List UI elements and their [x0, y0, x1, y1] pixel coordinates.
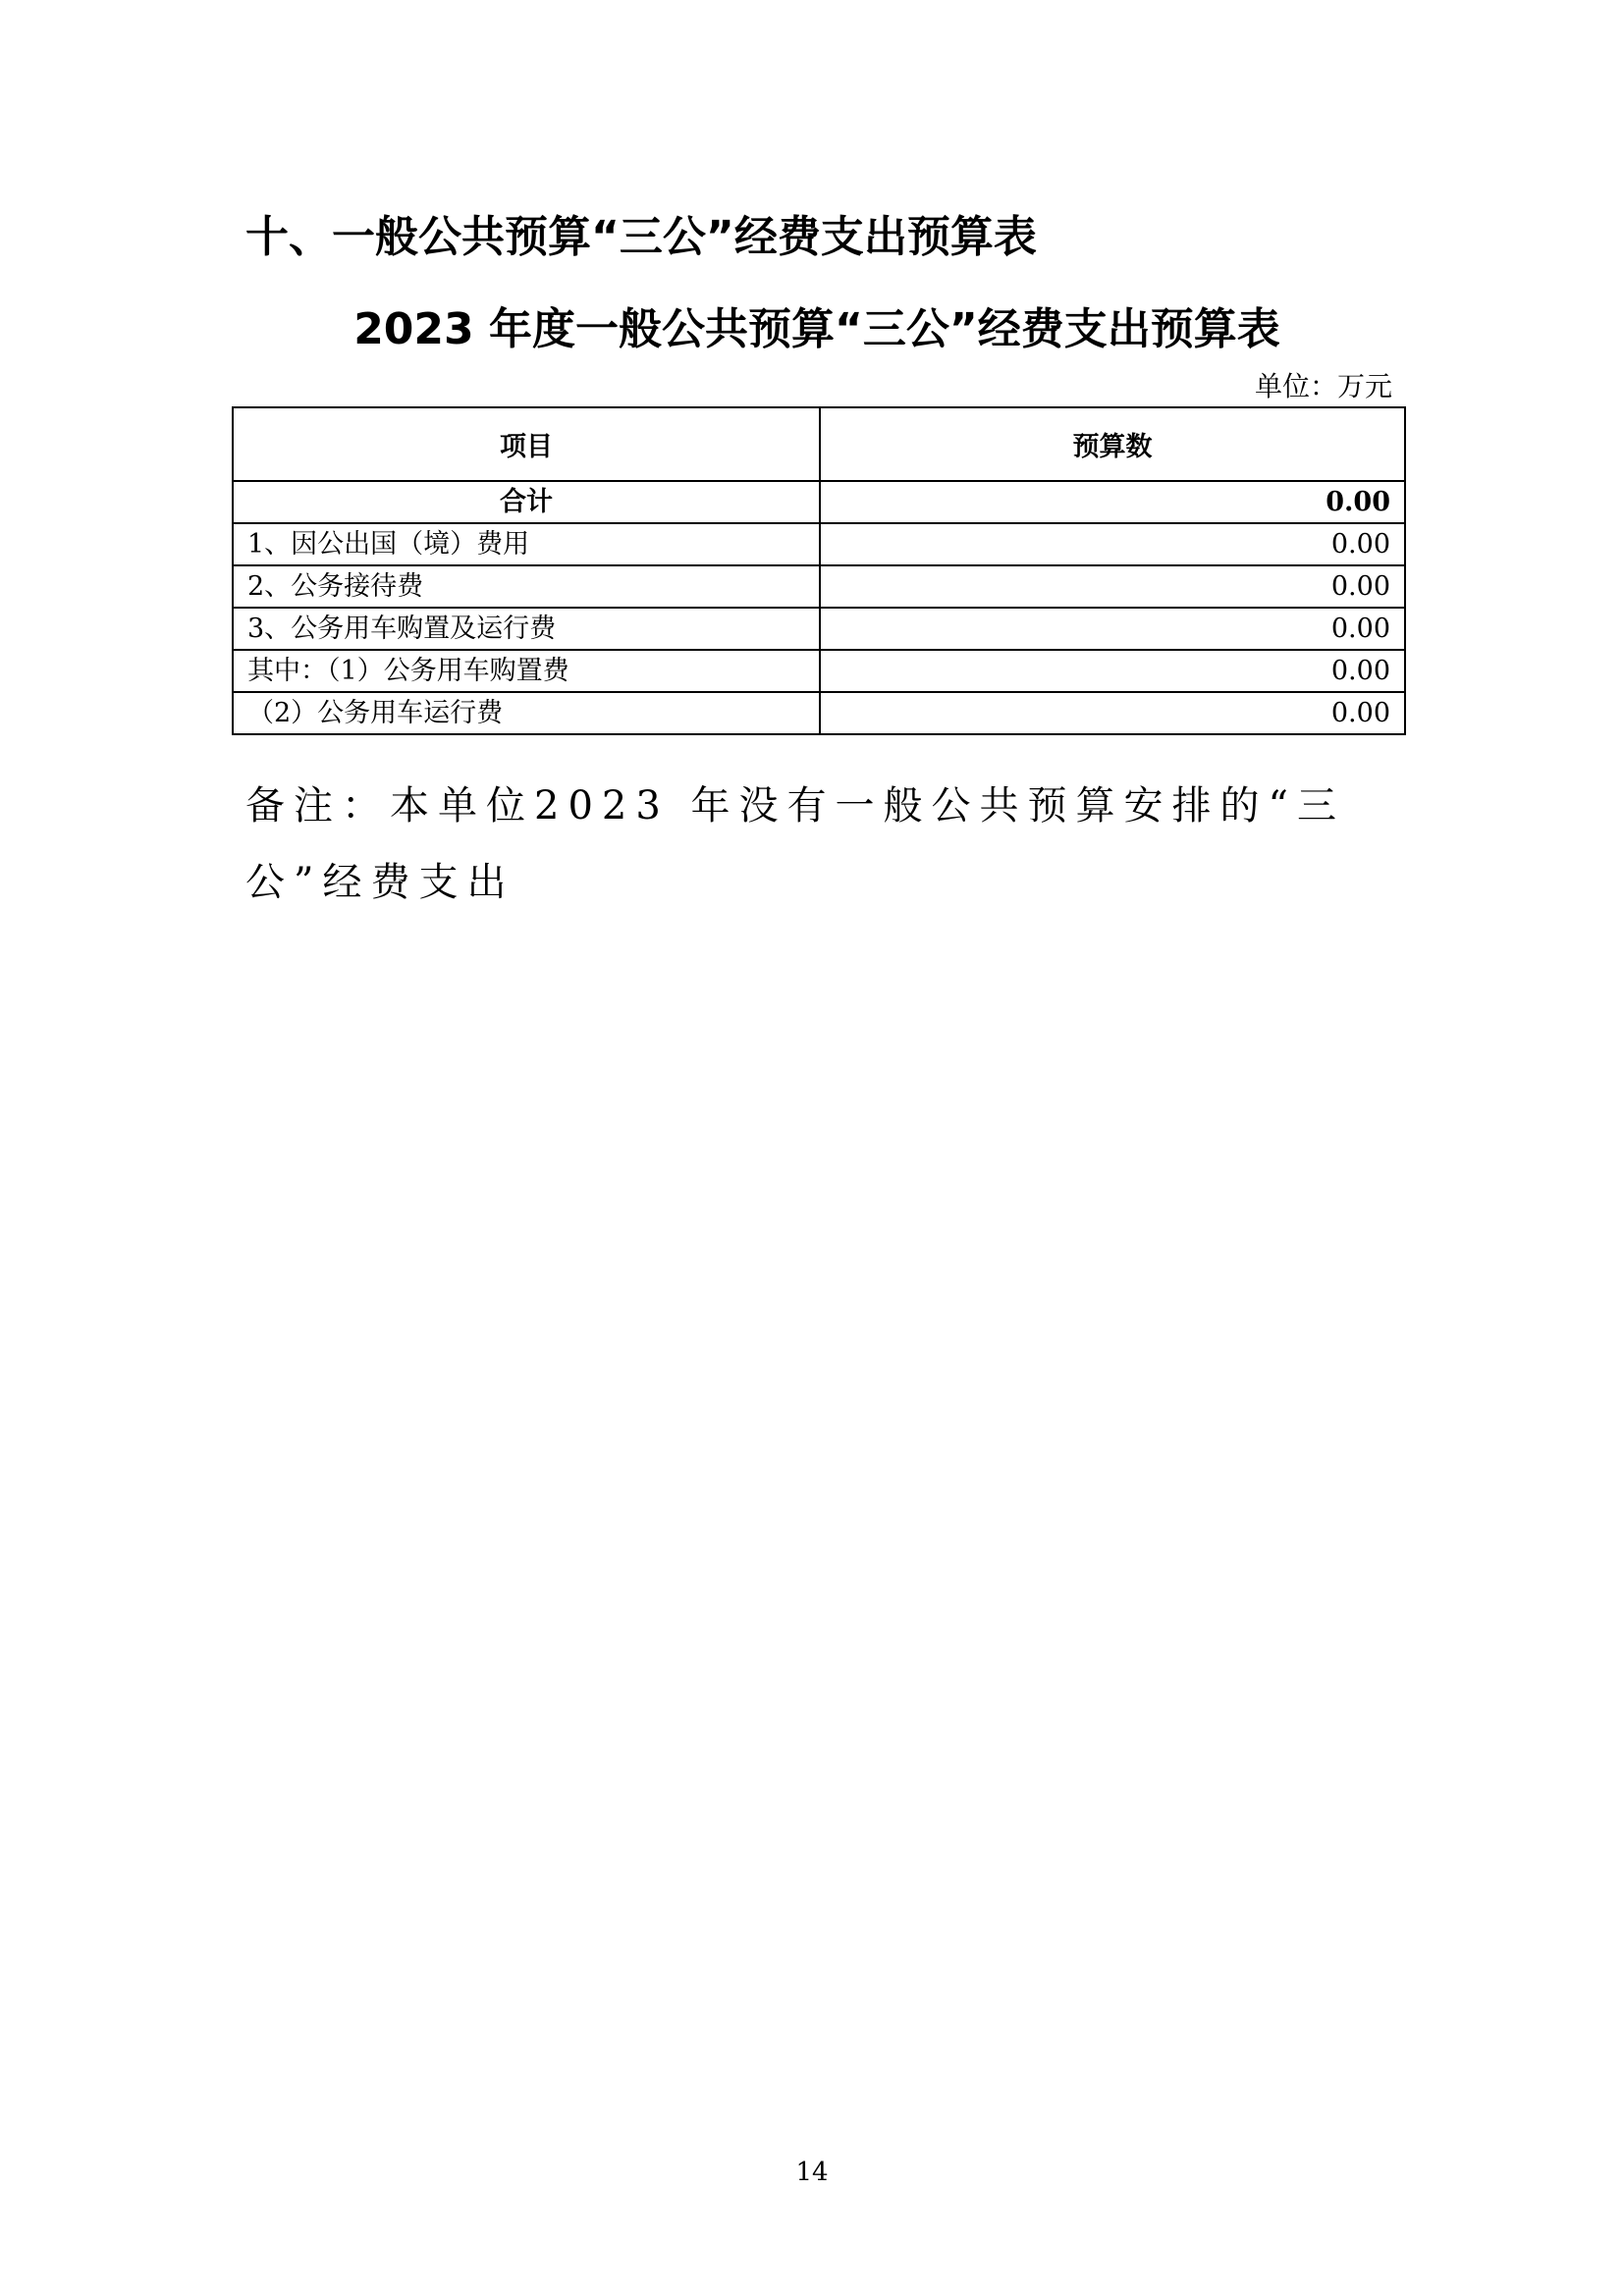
- row-amount-value: 0.00: [820, 650, 1405, 692]
- table-row: [233, 608, 1405, 650]
- row-amount-value: 0.00: [820, 692, 1405, 734]
- table-row: [233, 523, 1405, 565]
- row-item-label: 其中：（1）公务用车购置费: [233, 650, 820, 692]
- row-item-label: 2、公务接待费: [233, 565, 820, 608]
- page-number: 14: [795, 2158, 829, 2187]
- row-amount-value: 0.00: [820, 608, 1405, 650]
- row-amount-value: 0.00: [820, 565, 1405, 608]
- row-amount-value: 0.00: [820, 523, 1405, 565]
- table-note: 备注：本单位2023 年没有一般公共预算安排的“三公”经费支出: [245, 783, 1345, 905]
- table-row-total: [233, 481, 1405, 523]
- row-item-label: 1、因公出国（境）费用: [233, 523, 820, 565]
- table-row: [233, 692, 1405, 734]
- table-title: 2023 年度一般公共预算“三公”经费支出预算表: [353, 304, 1280, 354]
- unit-label: 单位：万元: [1254, 370, 1392, 402]
- budget-table: [232, 406, 1406, 735]
- row-amount-value: 0.00: [820, 481, 1405, 523]
- row-item-label: 合计: [233, 481, 820, 523]
- table-row: [233, 650, 1405, 692]
- column-header-item: 项目: [233, 407, 820, 481]
- table-row: [233, 565, 1405, 608]
- column-header-amount: 预算数: [820, 407, 1405, 481]
- row-item-label: 3、公务用车购置及运行费: [233, 608, 820, 650]
- section-heading: 十、一般公共预算“三公”经费支出预算表: [245, 212, 1037, 262]
- row-item-label: （2）公务用车运行费: [233, 692, 820, 734]
- table-header-row: [233, 407, 1405, 481]
